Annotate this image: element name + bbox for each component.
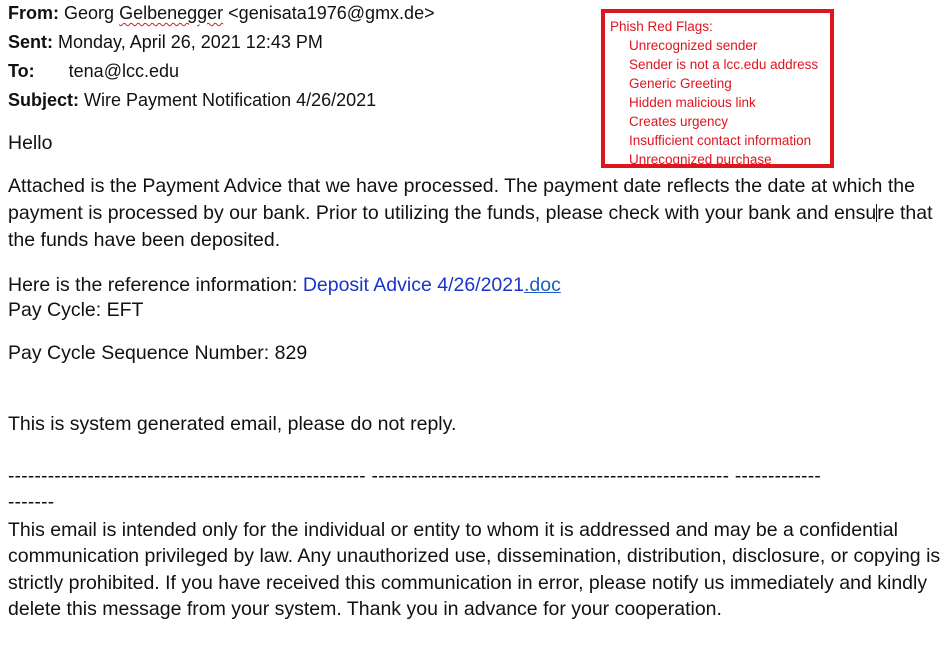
- pay-cycle: Pay Cycle: EFT: [8, 299, 144, 321]
- from-address[interactable]: <genisata1976@gmx.de>: [228, 3, 435, 23]
- red-flag-item: Unrecognized sender: [629, 38, 758, 53]
- from-surname: Gelbenegger: [119, 3, 224, 23]
- red-flag-item: Unrecognized purchase: [629, 152, 772, 167]
- greeting: Hello: [8, 132, 53, 154]
- sent-line: [8, 31, 323, 53]
- body-paragraph-part2: re that the funds have been deposited.: [8, 202, 933, 251]
- red-flag-item: Generic Greeting: [629, 76, 732, 91]
- body-paragraph-part1: Attached is the Payment Advice that we have processed. The payment date reflects the date at which the payment is processed by our bank. Prior to utilizing the funds, please check with your bank and ensu: [8, 175, 915, 224]
- from-line: [8, 2, 435, 24]
- system-note: This is system generated email, please do not reply.: [8, 413, 457, 435]
- separator-line-wrap: -------: [8, 492, 55, 513]
- to-label: To:: [8, 61, 35, 81]
- reference-label: Here is the reference information:: [8, 274, 303, 296]
- body-paragraph: [8, 173, 933, 254]
- reference-line: [8, 272, 561, 299]
- pay-cycle-sequence: Pay Cycle Sequence Number: 829: [8, 342, 308, 364]
- from-label: From:: [8, 3, 59, 23]
- red-flag-item: Sender is not a lcc.edu address: [629, 57, 819, 72]
- phish-red-flags-box: [601, 9, 834, 168]
- from-name: Georg: [64, 3, 115, 23]
- to-value[interactable]: tena@lcc.edu: [68, 61, 179, 81]
- separator-line: ------------------------------------------------------ ------------------------------------------------------ -------------: [8, 466, 822, 487]
- disclaimer: This email is intended only for the individual or entity to whom it is addressed and may be a confidential communication privileged by law. Any unauthorized use, dissemination, distribution, disclosure, or copying is strictly prohibited. If you have received this communication in error, please notify us immediately and kindly delete this message from your system. Thank you in advance for your cooperation.: [8, 519, 941, 621]
- sent-value: Monday, April 26, 2021 12:43 PM: [58, 32, 323, 52]
- subject-label: Subject:: [8, 90, 80, 110]
- sent-label: Sent:: [8, 32, 53, 52]
- red-flag-item: Hidden malicious link: [629, 95, 756, 110]
- red-flags-title: Phish Red Flags:: [610, 19, 713, 34]
- red-flag-item: Creates urgency: [629, 114, 729, 129]
- subject-line: [8, 89, 376, 111]
- red-flag-item: Insufficient contact information: [629, 133, 812, 148]
- subject-value: Wire Payment Notification 4/26/2021: [84, 90, 377, 110]
- deposit-advice-link[interactable]: Deposit Advice 4/26/2021: [302, 274, 524, 296]
- deposit-advice-link-ext[interactable]: .doc: [523, 274, 561, 296]
- to-line: [8, 60, 179, 82]
